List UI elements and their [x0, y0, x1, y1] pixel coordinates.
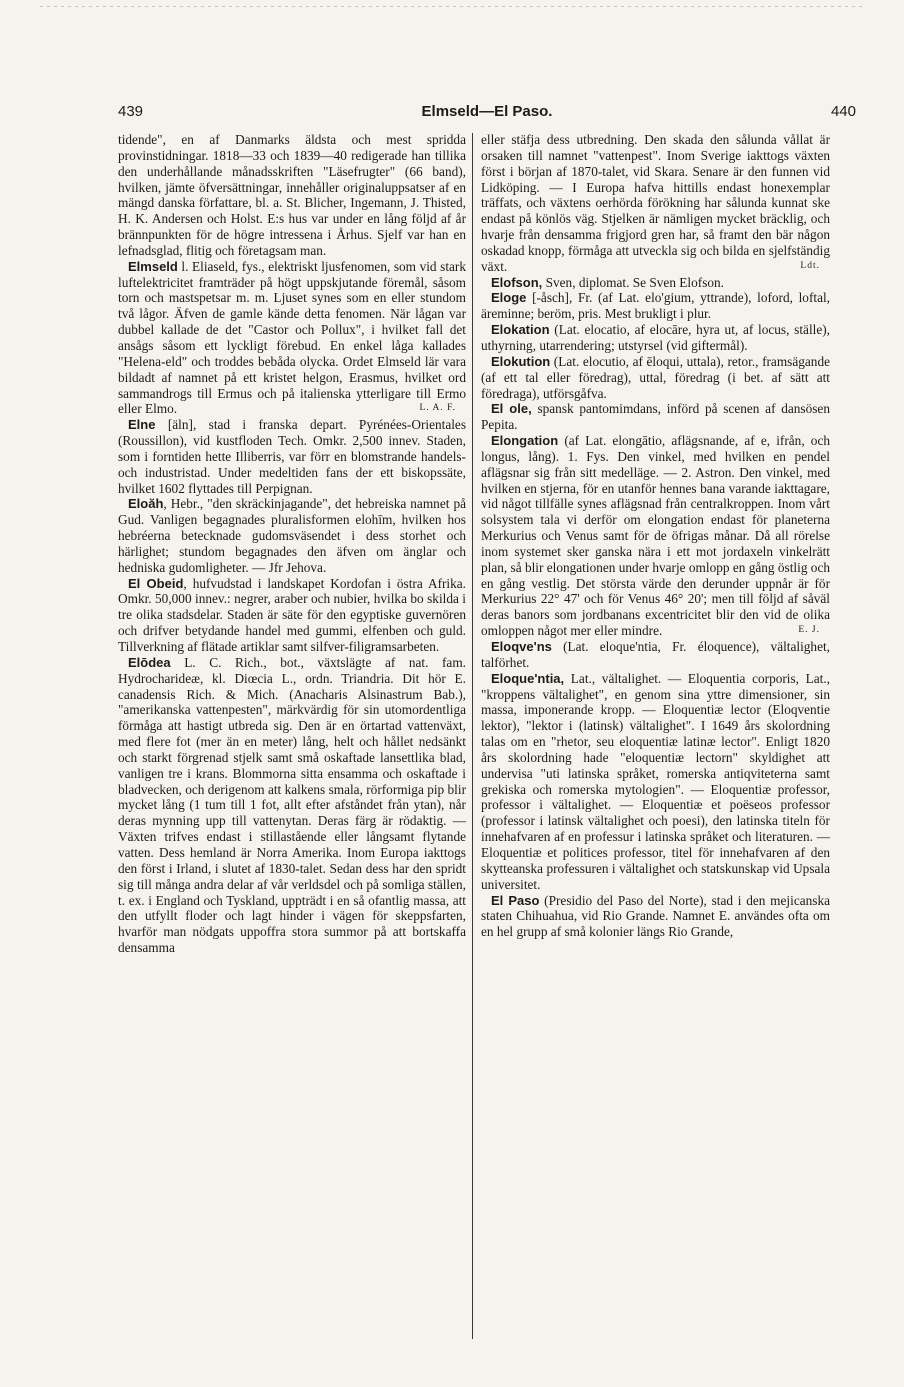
- entry-elongation: [481, 433, 830, 639]
- headword: Elokation: [491, 322, 550, 338]
- page-number-right: 440: [830, 103, 856, 120]
- entry-text: Sven, diplomat. Se Sven Elofson.: [542, 274, 724, 290]
- entry-eloqvens: [481, 639, 830, 671]
- entry-text: L. C. Rich., bot., växtslägte af nat. fam. Hydrocharideæ, kl. Diœcia L., ordn. Triandria. Dit hör E. canadensis Rich. & Mich. (Anacharis Alsinastrum Bab.), "amerikanska vattenpesten", märkvärdig för sin utomordentliga förmåga att hastigt utbreda sig. Den är en örtartad vattenväxt, med flere fot (mer än en meter) lång, helt och hållet nedsänkt och starkt förgrenad stjelk samt små oskaftade lansettlika blad, vanligen tre i krans. Blommorna sitta ensamma och oskaftade i bladvecken, och derigenom att kalkens smala, rörformiga pip blir mycket lång (1 tum till 1 fot, allt efter afståndet från ytan), når deras mynning upp till vattenytan. Deras färg är rödaktig. — Växten trifves endast i stillastående eller långsamt flytande vatten. Dess hemland är Norra Amerika. Inom Europa iakttogs den först i Irland, i slutet af 1830-talet. Sedan dess har den spridt sig till många andra delar af vår verldsdel och på somliga ställen, t. ex. i England och Tyskland, uppträdt i en så ofantlig massa, att den utfyllt floder och lagt hinder i vägen för skeppsfarten, hvarför man nödgats uppoffra stora summor på att bortskaffa densamma: [118, 654, 466, 956]
- left-column: [118, 132, 466, 956]
- entry-text: spansk pantomimdans, införd på scenen af dansösen Pepita.: [481, 401, 830, 433]
- author-signature: L. A. F.: [419, 403, 456, 414]
- entry-eloquentia: [481, 671, 830, 893]
- scan-edge-mark: [40, 6, 864, 7]
- headword: El Obeid: [128, 575, 184, 591]
- entry-elmseld: [118, 259, 466, 417]
- page-number-left: 439: [118, 103, 144, 120]
- entry-el-ole: [481, 401, 830, 433]
- entry-el-paso: [481, 893, 830, 941]
- entry-elokation: [481, 322, 830, 354]
- entry-elokution: [481, 354, 830, 402]
- headword: Elokution: [491, 353, 551, 369]
- entry-text: [äln], stad i franska depart. Pyrénées-Orientales (Roussillon), vid kustfloden Tech. Omkr. 2,500 innev. Staden, som i forntiden hette Illiberris, var förr en blomstrande handels- och industristad. Under medeltiden fans der ett biskopssäte, hvilket 1602 flyttades till Perpignan.: [118, 417, 466, 496]
- headword: Elongation: [491, 433, 559, 449]
- entry-eloah: [118, 496, 466, 575]
- entry-eloge: [481, 290, 830, 322]
- entry-text: [-åsch], Fr. (af Lat. elo'gium, yttrande), loford, loftal, äreminne; beröm, pris. Mest brukligt i plur.: [481, 290, 830, 322]
- headword: El Paso: [491, 892, 540, 908]
- page-header: [118, 103, 856, 123]
- running-title: Elmseld—El Paso.: [421, 103, 553, 120]
- entry-elofson: [481, 275, 830, 291]
- author-signature: Ldt.: [800, 260, 820, 271]
- entry-text: (Lat. eloque'ntia, Fr. éloquence), vältalighet, talförhet.: [481, 639, 830, 670]
- entry-text: , Hebr., "den skräckinjagande", det hebreiska namnet på Gud. Vanligen begagnades pluralisformen elohīm, hvilken hos hebréerna betecknade gudomsväsendet i dess storhet och härlighet; stundom begagnades den äfven om änglar och hedniska gudomligheter. — Jfr Jehova.: [118, 496, 466, 575]
- entry-el-obeid: [118, 576, 466, 655]
- headword: Eloqve'ns: [491, 639, 552, 654]
- entry-text: Lat., vältalighet. — Eloquentia corporis, Lat., "kroppens vältalighet", en genom sina yttre dimensioner, sin massa, imponerande kropp. — Eloquentiæ lector (Eloqventie lektor), "lektor i (latinsk) vältalighet". I 1649 års skolordning talas om en "rhetor, seu eloquentiæ latinæ lector". Enligt 1820 års skolordning hade "eloquentiæ lectorn" skyldighet att undervisa "uti latinska språket, romerska antiqviteterna samt grekiska och romerska mytologien". — Eloquentiæ professor, professor i vältalighet. — Eloquentiæ et poëseos professor (professor i latinsk vältalighet och poesi), den latinska titeln för innehafvaren af en professur i latinska språket och literaturen. — Eloquentiæ et politices professor, titel för innehafvaren af den skytteanska professuren i vältalighet och statskunskap vid Upsala universitet.: [481, 670, 830, 892]
- entry-text: (Lat. elocatio, af elocāre, hyra ut, af locus, ställe), uthyrning, utarrendering; utstyrsel (vid giftermål).: [481, 322, 830, 353]
- entry-text: , hufvudstad i landskapet Kordofan i östra Afrika. Omkr. 50,000 innev.: negrer, araber och nubier, hvilka bo skilda i tre olika stadsdelar. Staden är säte för den egyptiske guvernören och drifver betydande handel med gummi, elfenben och guld. Tillverkning af flätade artiklar samt silfver-filigramsarbeten.: [118, 575, 466, 654]
- entry-text: (Lat. elocutio, af ēloqui, uttala), retor., framsägande (af ett tal eller föredrag), uttal, föredrag (i bet. af sätt att föredraga), utförsgåfva.: [481, 353, 830, 401]
- headword: Eloăh: [128, 496, 164, 512]
- headword: El ole,: [491, 401, 532, 417]
- column-divider: [472, 133, 473, 1339]
- entry-elodea: [118, 655, 466, 956]
- headword: Elofson,: [491, 274, 543, 290]
- entry-text: (af Lat. elongātio, aflägsnande, af e, ifrån, och longus, lång). 1. Fys. Den vinkel, med hvilken en pendel aflägsnar sig från sitt medelläge. — 2. Astron. Den vinkel, med hvilken en stjerna, för en utanför hennes bana varande iakttagare, vid något tillfälle synes aflägsnad från centralkroppen. Inom vårt solsystem tala vi derför om elongation endast för planeterna Merkurius och Venus samt för de öfrigas månar. Då all rörelse inom systemet sker ganska nära i ett mot jordaxeln vinkelrätt plan, så blir elongationen under hvarje omlopp en gång östlig och en gång vestlig. Det största värde den derunder uppnår är för Merkurius 22° 47' och för Venus 46° 20'; men till följd af såväl deras banors som jordbanans excentricitet blir den vid de olika omloppen något mer eller mindre.: [481, 433, 830, 639]
- right-column: [481, 132, 830, 940]
- headword: Elōdea: [128, 654, 171, 670]
- entry-text: (Presidio del Paso del Norte), stad i den mejicanska staten Chihuahua, vid Rio Grande. Namnet E. användes ofta om en hel grupp af små kolonier längs Rio Grande,: [481, 892, 830, 940]
- continued-paragraph: tidende", en af Danmarks äldsta och mest spridda provinstidningar. 1818—33 och 1839—40 redigerade han tillika den underhållande månadsskriften "Läsefrugter" (66 band), hvilken, jämte öfversättningar, innehåller originaluppsatser af en mängd danska författare, bl. a. St. Blicher, Ingemann, J. Thisted, H. K. Andersen och Holst. E:s hus var under en lång följd af år brännpunkten för de högre intressena i Århus. Sjelf var han en lefnadsglad, flitig och företagsam man.: [118, 132, 466, 258]
- headword: Elne: [128, 417, 156, 433]
- headword: Eloque'ntia,: [491, 670, 565, 686]
- headword: Eloge: [491, 290, 527, 306]
- headword: Elmseld: [128, 258, 178, 274]
- entry-elne: [118, 417, 466, 496]
- entry-text: l. Eliaseld, fys., elektriskt ljusfenomen, som vid stark luftelektricitet framträder på högt uppskjutande föremål, såsom torn och mastspetsar m. m. Ljuset synes som en eller stundom två lågor. Äfven de gamle kände detta fenomen. När lågan var dubbel kallade de det "Castor och Pollux", i hvilket fall det ansågs såsom ett lyckligt förebud. En enkel låga kallades "Helena-eld" och troddes bebåda olycka. Ordet Elmseld lär vara bildadt af namnet på ett kristet helgon, Erasmus, hvilket ord sammandrogs till Ermus och på italienska ytterligare till Ermo eller Elmo.: [118, 258, 466, 417]
- author-signature: E. J.: [798, 625, 820, 636]
- continued-paragraph: eller stäfja dess utbredning. Den skada den sålunda vållat är orsaken till namnet "vattenpest". Inom Sverige iakttogs växten först i början af 1870-talet, vid Skara. Senare är den funnen vid Lidköping. — I Europa hafva hittills endast honexemplar träffats, och växtens oerhörda förökning har sålunda kunnat ske endast på könlös väg. Stjelken är nämligen mycket bräcklig, och hvarje från densamma frigjord gren har, så framt den bär någon oskadad knopp, förmåga att utveckla sig och bilda en sjelfständig växt. Ldt.: [481, 132, 830, 274]
